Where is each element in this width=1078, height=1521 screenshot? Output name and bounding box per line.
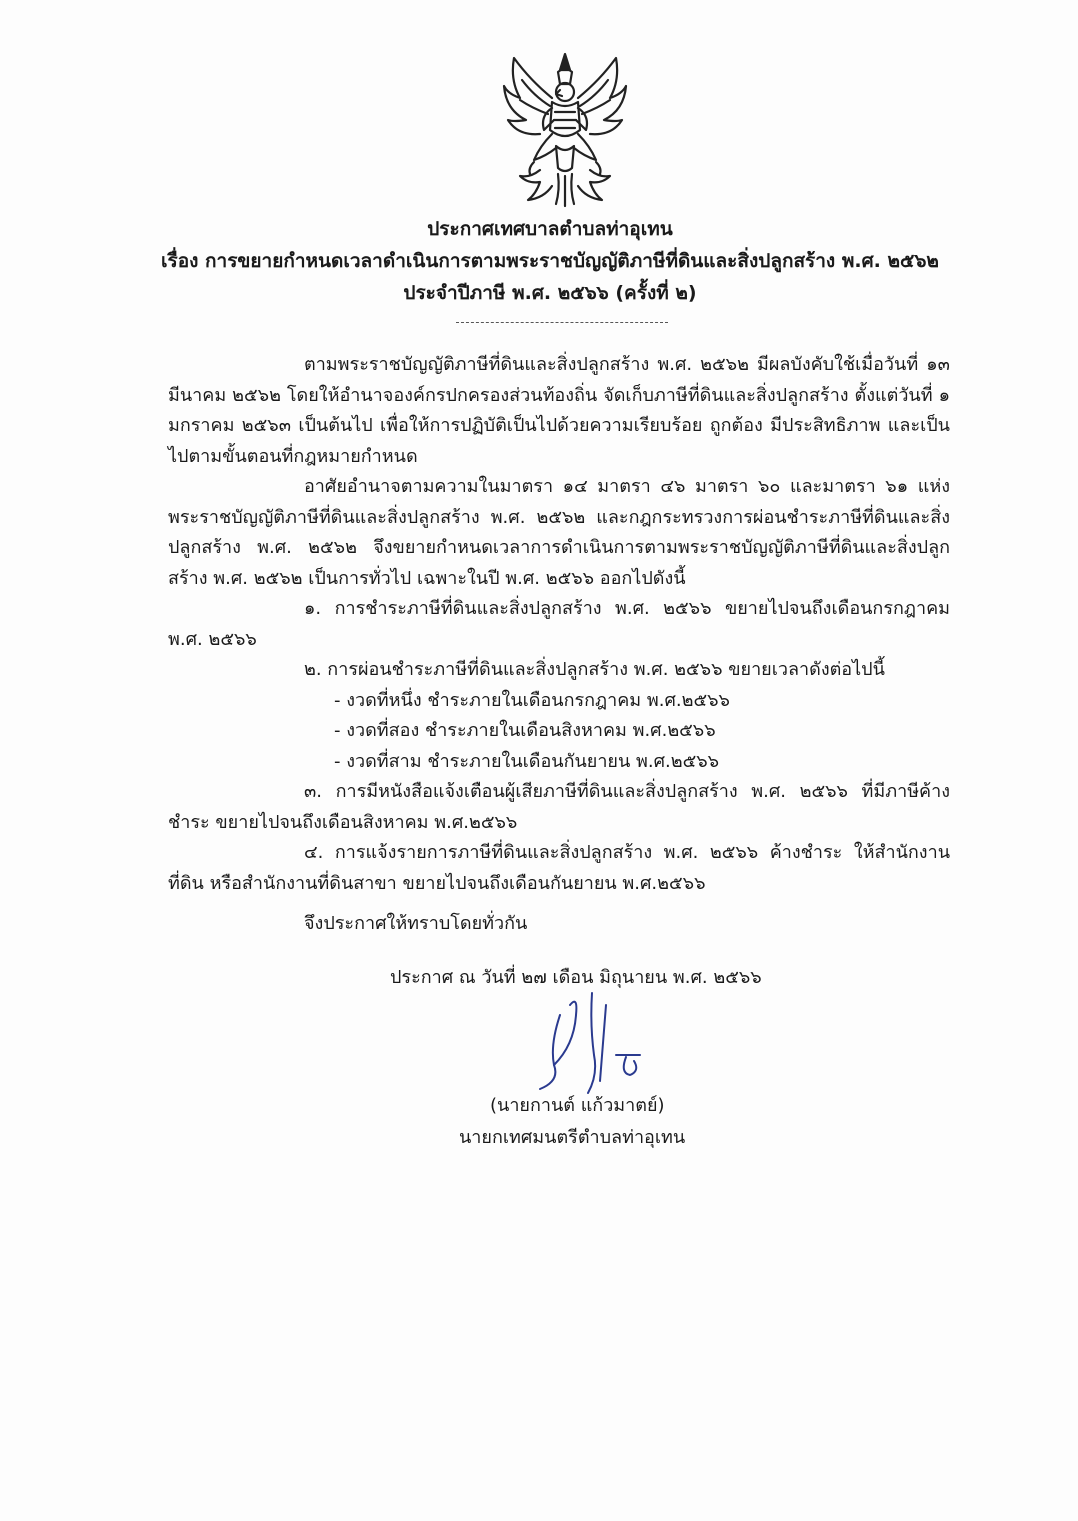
- closing-statement: จึงประกาศให้ทราบโดยทั่วกัน: [304, 913, 528, 934]
- signer-position: นายกเทศมนตรีตำบลท่าอุเทน: [459, 1127, 686, 1148]
- list-item-3: ๓. การมีหนังสือแจ้งเตือนผู้เสียภาษีที่ดินและสิ่งปลูกสร้าง พ.ศ. ๒๕๖๖ ที่มีภาษีค้างชำระ ขยายไปจนถึงเดือนสิงหาคม พ.ศ.๒๕๖๖: [168, 781, 950, 833]
- announcement-title-block: [150, 213, 950, 309]
- announcement-body: [168, 350, 950, 940]
- handwritten-signature-icon: [530, 985, 650, 1100]
- list-item-4: ๔. การแจ้งรายการภาษีที่ดินและสิ่งปลูกสร้าง พ.ศ. ๒๕๖๖ ค้างชำระ ให้สำนักงานที่ดิน หรือสำนักงานที่ดินสาขา ขยายไปจนถึงเดือนกันยายน พ.ศ.๒๕๖๖: [168, 842, 950, 894]
- garuda-emblem-icon: [500, 50, 630, 210]
- announcement-date: ประกาศ ณ วันที่ ๒๗ เดือน มิถุนายน พ.ศ. ๒๕๖๖: [390, 967, 762, 988]
- announcement-title: ประกาศเทศบาลตำบลท่าอุเทน: [427, 218, 673, 240]
- title-divider: [456, 322, 668, 323]
- installment-2: - งวดที่สอง ชำระภายในเดือนสิงหาคม พ.ศ.๒๕๖๖: [334, 720, 716, 741]
- list-item-2: ๒. การผ่อนชำระภาษีที่ดินและสิ่งปลูกสร้าง พ.ศ. ๒๕๖๖ ขยายเวลาดังต่อไปนี้: [304, 659, 885, 680]
- announcement-subject: เรื่อง การขยายกำหนดเวลาดำเนินการตามพระราชบัญญัติภาษีที่ดินและสิ่งปลูกสร้าง พ.ศ. ๒๕๖๒: [161, 250, 939, 272]
- list-item-1: ๑. การชำระภาษีที่ดินและสิ่งปลูกสร้าง พ.ศ. ๒๕๖๖ ขยายไปจนถึงเดือนกรกฎาคม พ.ศ. ๒๕๖๖: [168, 598, 950, 650]
- paragraph-intro: ตามพระราชบัญญัติภาษีที่ดินและสิ่งปลูกสร้าง พ.ศ. ๒๕๖๒ มีผลบังคับใช้เมื่อวันที่ ๑๓ มีนาคม ๒๕๖๒ โดยให้อำนาจองค์กรปกครองส่วนท้องถิ่น จัดเก็บภาษีที่ดินและสิ่งปลูกสร้าง ตั้งแต่วันที่ ๑ มกราคม ๒๕๖๓ เป็นต้นไป เพื่อให้การปฏิบัติเป็นไปด้วยความเรียบร้อย ถูกต้อง มีประสิทธิภาพ และเป็นไปตามขั้นตอนที่กฎหมายกำหนด: [168, 354, 950, 467]
- installment-3: - งวดที่สาม ชำระภายในเดือนกันยายน พ.ศ.๒๕๖๖: [334, 750, 720, 772]
- installment-1: - งวดที่หนึ่ง ชำระภายในเดือนกรกฎาคม พ.ศ.๒๕๖๖: [334, 689, 730, 711]
- signer-name: (นายกานต์ แก้วมาตย์): [490, 1095, 665, 1116]
- tax-year-line: ประจำปีภาษี พ.ศ. ๒๕๖๖ (ครั้งที่ ๒): [403, 282, 697, 304]
- paragraph-authority: อาศัยอำนาจตามความในมาตรา ๑๔ มาตรา ๔๖ มาตรา ๖๐ และมาตรา ๖๑ แห่ง พระราชบัญญัติภาษีที่ดินและสิ่งปลูกสร้าง พ.ศ. ๒๕๖๒ และกฎกระทรวงการผ่อนชำระภาษีที่ดินและสิ่งปลูกสร้าง พ.ศ. ๒๕๖๒ จึงขยายกำหนดเวลาการดำเนินการตามพระราชบัญญัติภาษีที่ดินและสิ่งปลูกสร้าง พ.ศ. ๒๕๖๒ เป็นการทั่วไป เฉพาะในปี พ.ศ. ๒๕๖๖ ออกไปดังนี้: [168, 476, 950, 589]
